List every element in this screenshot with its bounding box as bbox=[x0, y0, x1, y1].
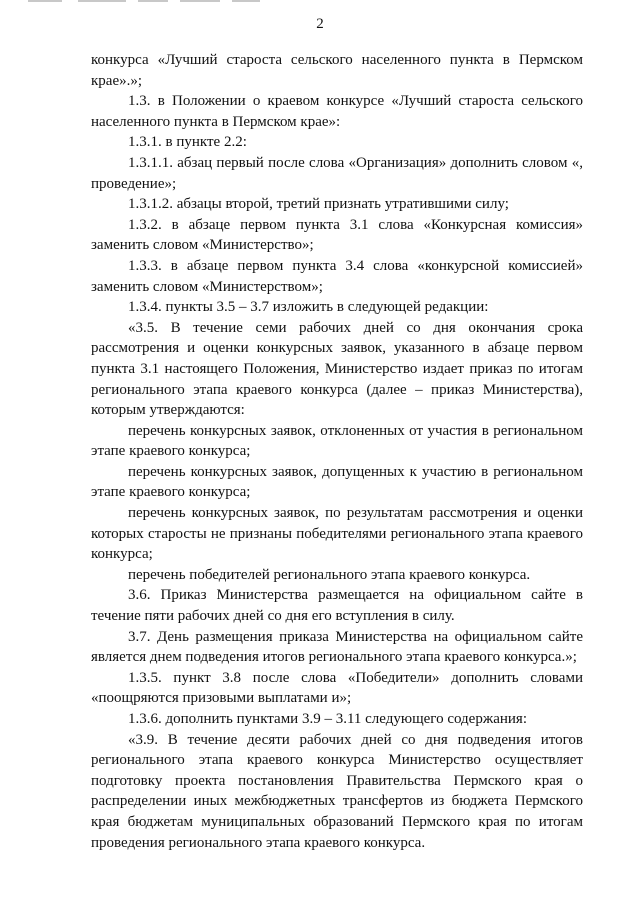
scan-edge-marks bbox=[20, 0, 320, 4]
paragraph: 1.3.4. пункты 3.5 – 3.7 изложить в следующей редакции: bbox=[128, 299, 489, 316]
paragraph: 1.3. в Положении о краевом конкурсе «Лучший староста сельского населенного пункта в Пермском крае»: bbox=[91, 93, 583, 130]
paragraph: 1.3.6. дополнить пунктами 3.9 – 3.11 следующего содержания: bbox=[128, 711, 527, 727]
document-body bbox=[91, 50, 583, 853]
paragraph: 1.3.3. в абзаце первом пункта 3.4 слова «конкурсной комиссией» заменить словом «Министерством»; bbox=[91, 257, 583, 295]
paragraph: перечень конкурсных заявок, отклоненных от участия в региональном этапе краевого конкурса; bbox=[91, 422, 583, 460]
paragraph: конкурса «Лучший староста сельского населенного пункта в Пермском крае».»; bbox=[91, 52, 583, 89]
paragraph: 3.6. Приказ Министерства размещается на официальном сайте в течение пяти рабочих дней со дня его вступления в силу. bbox=[91, 587, 583, 625]
paragraph: перечень конкурсных заявок, по результатам рассмотрения и оценки которых старосты не признаны победителями регионального этапа краевого конкурса; bbox=[91, 505, 583, 563]
paragraph: 1.3.1.1. абзац первый после слова «Организация» дополнить словом «, проведение»; bbox=[91, 154, 583, 192]
paragraph: 1.3.2. в абзаце первом пункта 3.1 слова «Конкурсная комиссия» заменить словом «Министерство»; bbox=[91, 216, 583, 254]
paragraph: «3.5. В течение семи рабочих дней со дня окончания срока рассмотрения и оценки конкурсных заявок, указанного в абзаце первом пункта 3.1 настоящего Положения, Министерство издает приказ по итогам регионального этапа краевого конкурса (далее – приказ Министерства), которым утверждаются: bbox=[91, 319, 583, 419]
paragraph: 1.3.1. в пункте 2.2: bbox=[128, 134, 247, 151]
page-number: 2 bbox=[316, 16, 324, 32]
paragraph: 1.3.5. пункт 3.8 после слова «Победители» дополнить словами «поощряются призовыми выплатами и»; bbox=[91, 669, 583, 707]
paragraph: 3.7. День размещения приказа Министерства на официальном сайте является днем подведения итогов регионального этапа краевого конкурса.»; bbox=[91, 628, 583, 666]
paragraph: 1.3.1.2. абзацы второй, третий признать утратившими силу; bbox=[128, 196, 509, 213]
paragraph: «3.9. В течение десяти рабочих дней со дня подведения итогов регионального этапа краевого конкурса Министерство осуществляет подготовку проекта постановления Правительства Пермского края о распределении иных межбюджетных трансфертов из бюджета Пермского края бюджетам муниципальных образований Пермского края по итогам проведения регионального этапа краевого конкурса. bbox=[91, 731, 583, 851]
paragraph: перечень победителей регионального этапа краевого конкурса. bbox=[128, 566, 531, 583]
paragraph: перечень конкурсных заявок, допущенных к участию в региональном этапе краевого конкурса; bbox=[91, 463, 583, 501]
